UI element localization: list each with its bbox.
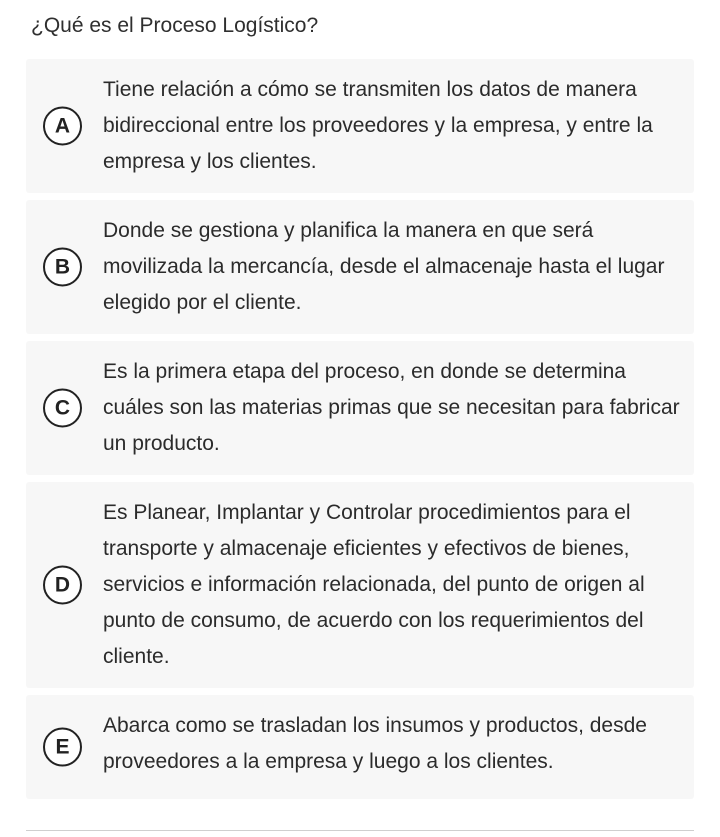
answer-options-list: [26, 59, 694, 806]
option-text: Es Planear, Implantar y Controlar procedimientos para el transporte y almacenaje eficientes y efectivos de bienes, servicios e información relacionada, del punto de origen al punto de consumo, de acuerdo con los requerimientos del cliente.: [103, 501, 645, 668]
option-letter-badge: E: [43, 728, 82, 767]
option-text: Abarca como se trasladan los insumos y productos, desde proveedores a la empresa y luego a los clientes.: [103, 714, 647, 773]
answer-option-a[interactable]: [26, 59, 694, 193]
option-letter-badge: C: [43, 389, 82, 428]
answer-option-b[interactable]: [26, 200, 694, 334]
answer-option-c[interactable]: [26, 341, 694, 475]
option-letter-badge: B: [43, 248, 82, 287]
option-letter-badge: A: [43, 107, 82, 146]
option-text: Donde se gestiona y planifica la manera en que será movilizada la mercancía, desde el almacenaje hasta el lugar elegido por el cliente.: [103, 219, 665, 314]
bottom-divider: [26, 830, 694, 831]
option-text: Es la primera etapa del proceso, en donde se determina cuáles son las materias primas que se necesitan para fabricar un producto.: [103, 360, 680, 455]
answer-option-e[interactable]: [26, 695, 694, 799]
option-letter-badge: D: [43, 566, 82, 605]
answer-option-d[interactable]: [26, 482, 694, 688]
option-text: Tiene relación a cómo se transmiten los datos de manera bidireccional entre los proveedores y la empresa, y entre la empresa y los clientes.: [103, 78, 653, 173]
question-title: ¿Qué es el Proceso Logístico?: [31, 14, 319, 37]
